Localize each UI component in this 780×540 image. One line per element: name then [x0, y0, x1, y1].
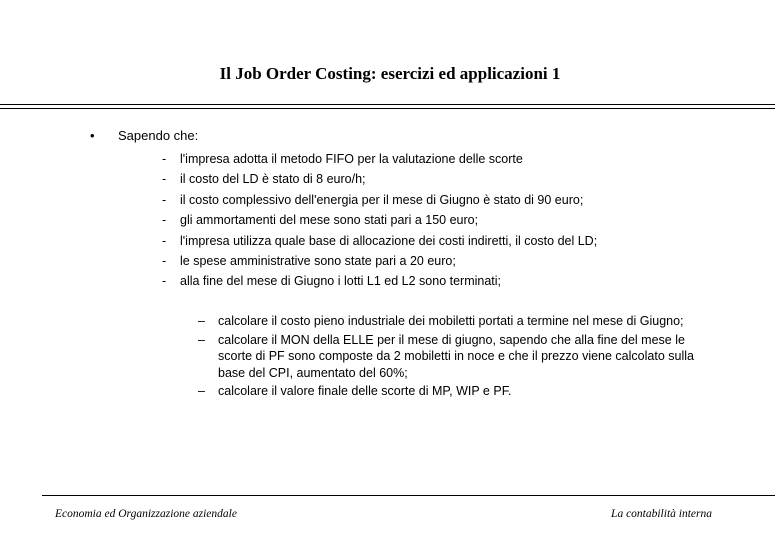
list-item: - le spese amministrative sono state pari a 20 euro;: [162, 253, 456, 268]
list-item: - l'impresa adotta il metodo FIFO per la valutazione delle scorte: [162, 152, 523, 166]
task-item: – calcolare il valore finale delle scorte di MP, WIP e PF.: [198, 384, 512, 398]
tasks-list: [198, 313, 698, 402]
footer-course-name: Economia ed Organizzazione aziendale: [55, 508, 237, 520]
list-item: - alla fine del mese di Giugno i lotti L1 ed L2 sono terminati;: [162, 274, 502, 289]
list-item: - l'impresa utilizza quale base di allocazione dei costi indiretti, il costo del LD;: [162, 233, 598, 248]
given-conditions-list: [162, 149, 597, 292]
footer-section-name: La contabilità interna: [611, 508, 712, 520]
footer-rule: [42, 495, 775, 496]
list-item: - il costo complessivo dell'energia per il mese di Giugno è stato di 90 euro;: [162, 192, 584, 207]
list-item: - gli ammortamenti del mese sono stati pari a 150 euro;: [162, 213, 479, 228]
task-item: – calcolare il costo pieno industriale dei mobiletti portati a termine nel mese di Giugno;: [198, 314, 684, 328]
title-rule-upper: [0, 104, 775, 105]
title-rule-lower: [0, 108, 775, 109]
list-item: - il costo del LD è stato di 8 euro/h;: [162, 172, 366, 187]
bullet-marker: •: [90, 128, 95, 143]
task-item: – calcolare il MON della ELLE per il mese di giugno, sapendo che alla fine del mese le scorte di PF sono composte da 2 mobiletti in noce e che il prezzo viene calcolato sulla base del CPI, aumentato del 60%;: [198, 332, 694, 380]
intro-text: Sapendo che:: [118, 128, 199, 143]
slide-title: Il Job Order Costing: esercizi ed applicazioni 1: [219, 64, 561, 83]
